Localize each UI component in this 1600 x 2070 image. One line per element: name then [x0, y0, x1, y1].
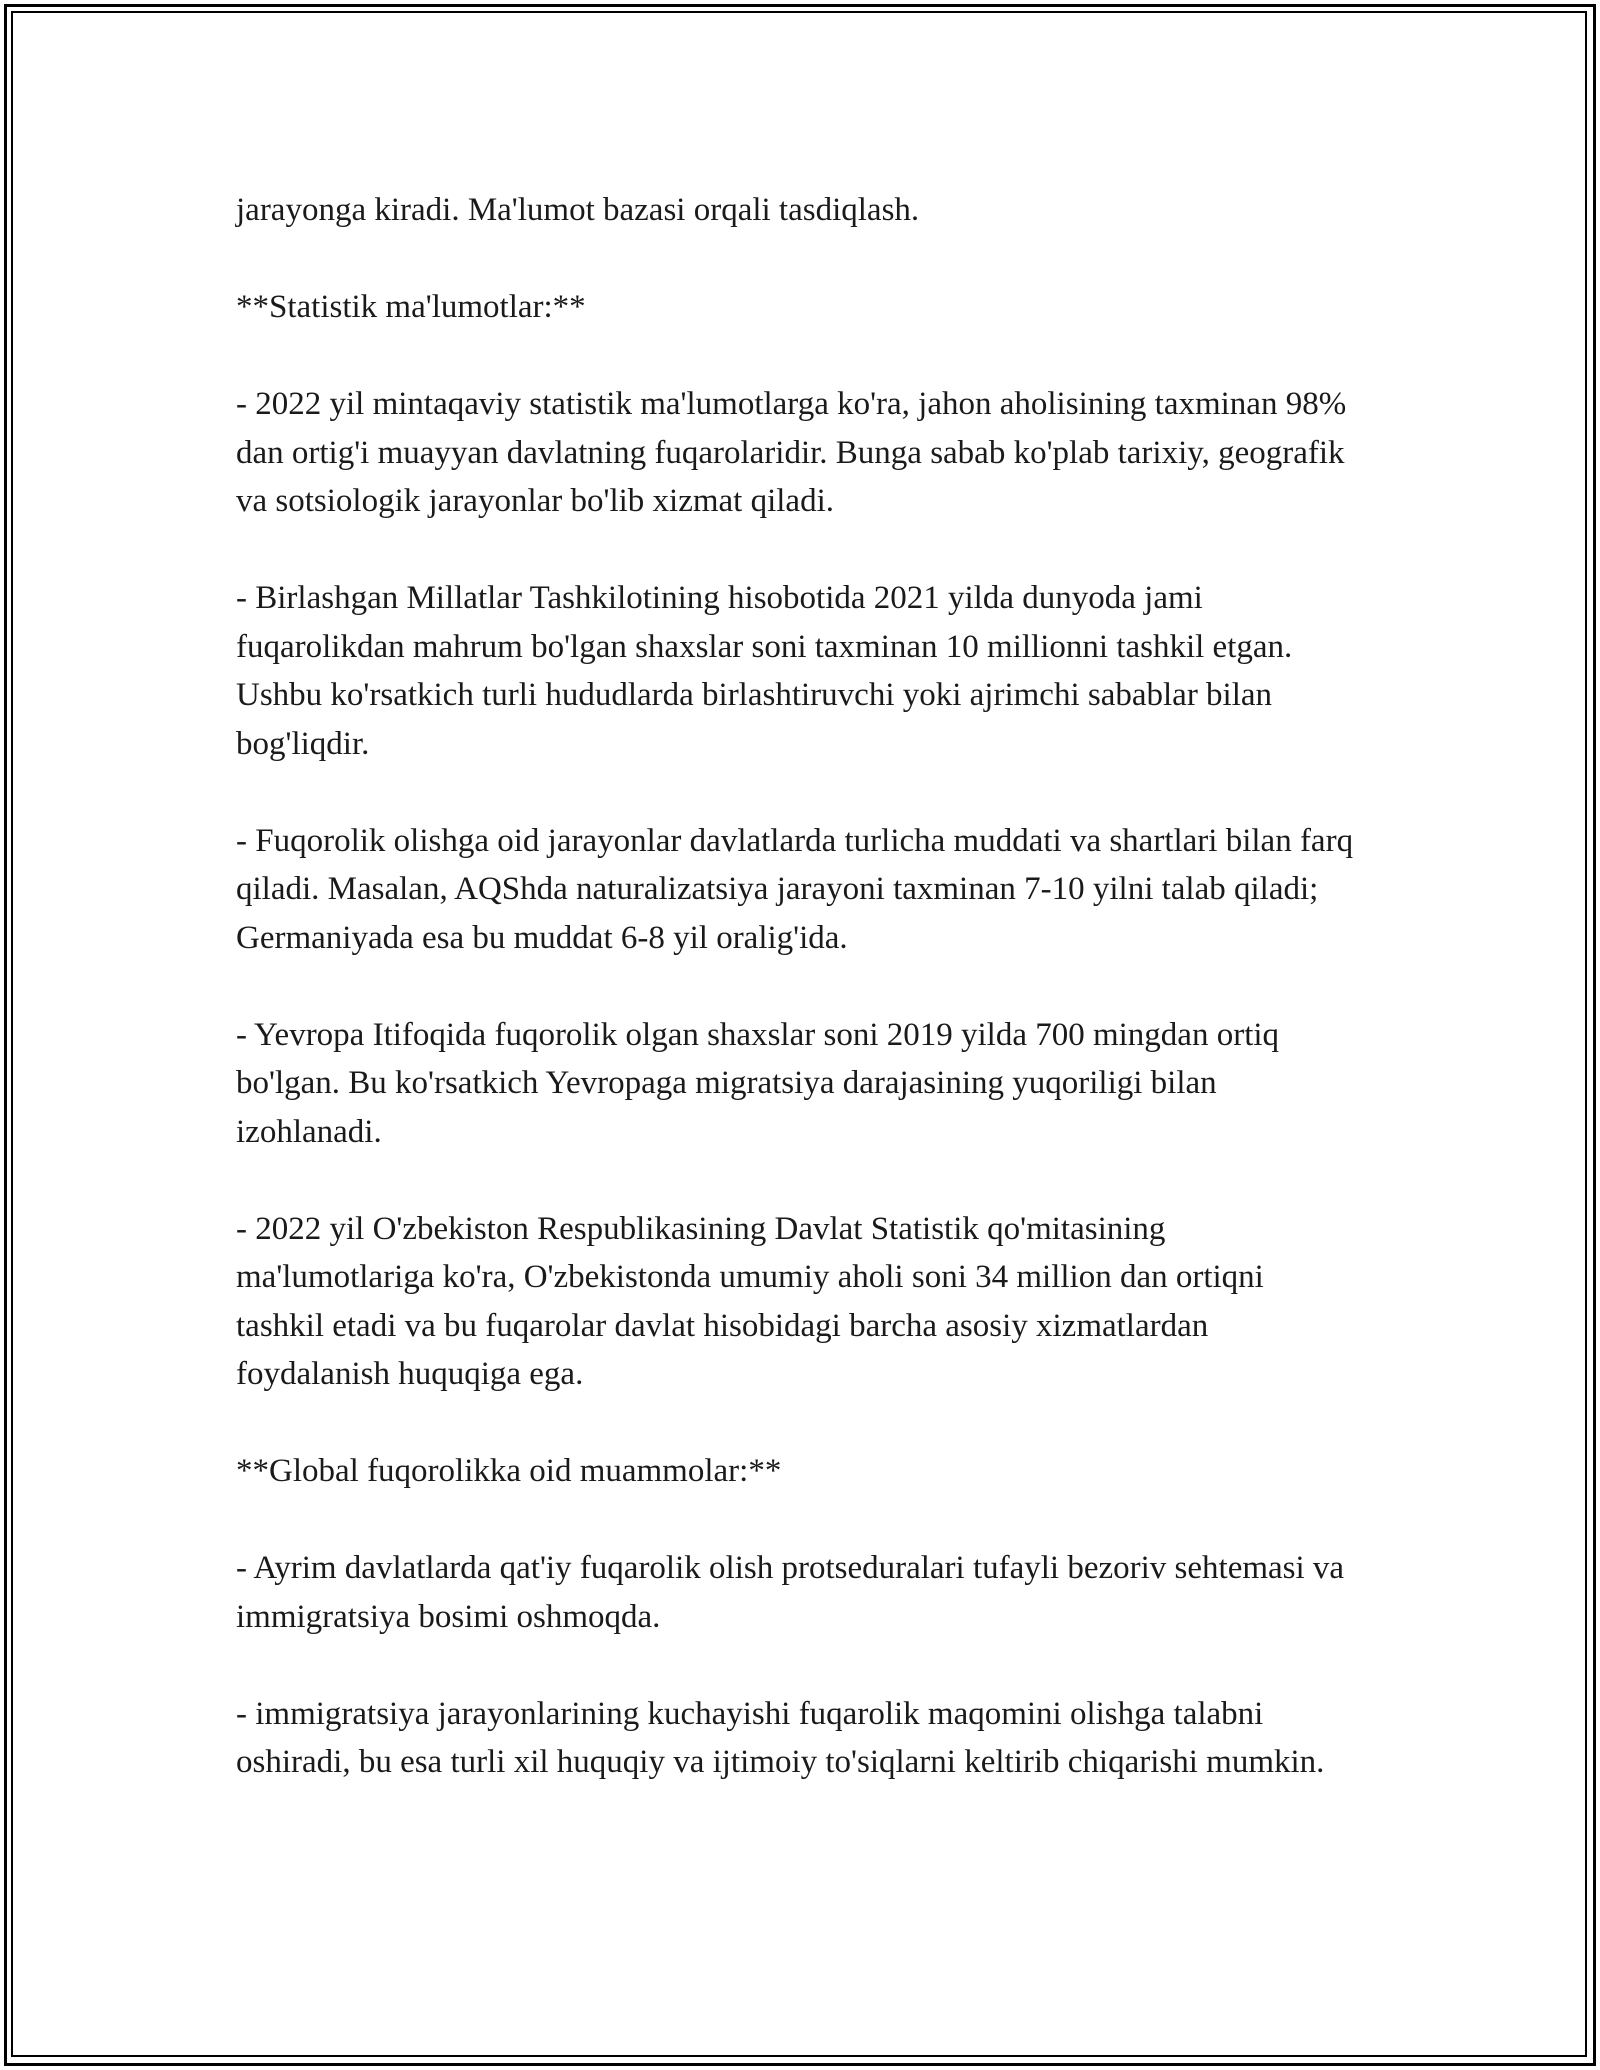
- bullet-uzbekistan-population: - 2022 yil O'zbekiston Respublikasining Davlat Statistik qo'mitasining ma'lumotlariga ko'ra, O'zbekistonda umumiy aholi soni 34 million dan ortiqni tashkil etadi va bu fuqarolar davlat hisobidagi barcha asosiy xizmatlardan foydalanish huquqiga ega.: [236, 1210, 1264, 1392]
- bullet-strict-procedures: - Ayrim davlatlarda qat'iy fuqarolik olish protseduralari tufayli bezoriv sehtemasi va immigratsiya bosimi oshmoqda.: [236, 1550, 1345, 1635]
- bullet-stateless-persons: - Birlashgan Millatlar Tashkilotining hisobotida 2021 yilda dunyoda jami fuqarolikdan mahrum bo'lgan shaxslar soni taxminan 10 millionni tashkil etgan. Ushbu ko'rsatkich turli hududlarda birlashtiruvchi yoki ajrimchi sabablar bilan bog'liqdir.: [236, 580, 1293, 762]
- document-body: [236, 186, 1356, 1835]
- bullet-citizenship-share: - 2022 yil mintaqaviy statistik ma'lumotlarga ko'ra, jahon aholisining taxminan 98% dan ortig'i muayyan davlatning fuqarolaridir. Bunga sabab ko'plab tarixiy, geografik va sotsiologik jarayonlar bo'lib xizmat qiladi.: [236, 386, 1347, 519]
- heading-statistics: **Statistik ma'lumotlar:**: [236, 289, 586, 325]
- paragraph-continuation: jarayonga kiradi. Ma'lumot bazasi orqali tasdiqlash.: [236, 192, 920, 228]
- bullet-naturalization-terms: - Fuqorolik olishga oid jarayonlar davlatlarda turlicha muddati va shartlari bilan farq qiladi. Masalan, AQShda naturalizatsiya jarayoni taxminan 7-10 yilni talab qiladi; Germaniyada esa bu muddat 6-8 yil oralig'ida.: [236, 822, 1354, 956]
- bullet-immigration-demand: - immigratsiya jarayonlarining kuchayishi fuqarolik maqomini olishga talabni oshiradi, bu esa turli xil huquqiy va ijtimoiy to'siqlarni keltirib chiqarishi mumkin.: [236, 1695, 1325, 1780]
- bullet-eu-citizenship: - Yevropa Itifoqida fuqorolik olgan shaxslar soni 2019 yilda 700 mingdan ortiq bo'lgan. Bu ko'rsatkich Yevropaga migratsiya darajasining yuqoriligi bilan izohlanadi.: [236, 1016, 1280, 1150]
- heading-global-problems: **Global fuqorolikka oid muammolar:**: [236, 1453, 782, 1489]
